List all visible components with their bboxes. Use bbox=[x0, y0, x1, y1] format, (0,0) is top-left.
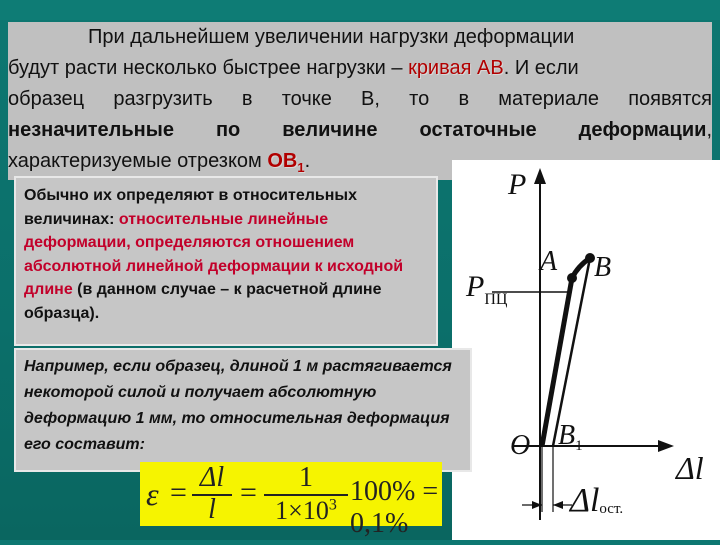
definition-outro: (в данном случае – к расчетной длине образца). bbox=[24, 281, 382, 322]
ppc-label-sub: ПЦ bbox=[484, 291, 508, 308]
paragraph-line-1 bbox=[88, 22, 574, 53]
ppc-label-main: P bbox=[466, 270, 485, 303]
point-b1-label bbox=[558, 420, 583, 452]
residual-deformation-text: незначительные по величине остаточные деформации bbox=[8, 119, 707, 141]
p-axis-label: P bbox=[508, 168, 527, 201]
ppc-label bbox=[466, 270, 508, 308]
fraction2-numerator: 1 bbox=[299, 462, 313, 493]
stress-strain-diagram bbox=[452, 160, 720, 540]
fraction1-numerator: Δl bbox=[199, 462, 225, 493]
segment-ob1-sub: 1 bbox=[297, 160, 305, 175]
p-axis-arrow bbox=[534, 168, 546, 184]
equals-2: = bbox=[240, 476, 257, 509]
segment-ob1-label: ОВ bbox=[267, 150, 298, 172]
definition-highlight: относительные линейные деформации, определяются отношением абсолютной линейной деформации к исходной длине bbox=[24, 210, 404, 298]
equals-1: = bbox=[170, 476, 187, 509]
line5-text: характеризуемые отрезком bbox=[8, 150, 268, 172]
epsilon-symbol: ε bbox=[146, 476, 159, 512]
b1-main: B bbox=[558, 420, 576, 451]
den2-exp: 3 bbox=[328, 496, 337, 514]
line5-after: . bbox=[304, 150, 311, 172]
dim-arrow-right bbox=[553, 501, 563, 509]
dl-residual-sub: ост. bbox=[599, 501, 624, 517]
example-text: Например, если образец, длиной 1 м растягивается некоторой силой и получает абсолютную деформацию 1 мм, то относительная деформация его составит: bbox=[24, 358, 452, 453]
line4-after: , bbox=[706, 119, 712, 141]
formula-box bbox=[140, 462, 442, 539]
paragraph-line-4 bbox=[8, 115, 712, 146]
fraction1-denominator: l bbox=[208, 494, 216, 525]
curve-ab-label: кривая АВ bbox=[408, 57, 504, 79]
paragraph-line-1-text: При дальнейшем увеличении нагрузки деформации bbox=[88, 26, 575, 48]
main-paragraph bbox=[8, 22, 712, 180]
definition-box bbox=[14, 176, 438, 346]
line2-after: . И если bbox=[503, 57, 579, 79]
point-b-label: B bbox=[594, 252, 612, 283]
den2-base: 1×10 bbox=[275, 496, 329, 525]
line2-text: будут расти несколько быстрее нагрузки – bbox=[8, 57, 409, 79]
paragraph-line-3 bbox=[8, 84, 712, 115]
example-box bbox=[14, 348, 472, 472]
top-stripe bbox=[0, 0, 720, 20]
line3-text: образец разгрузить в точке В, то в материале появятся bbox=[8, 88, 712, 110]
paragraph-line-2 bbox=[8, 53, 712, 84]
dl-axis-label: Δl bbox=[676, 450, 704, 486]
b1-sub: 1 bbox=[575, 438, 583, 454]
definition-intro: Обычно их определяют в относительных величинах: bbox=[24, 187, 357, 228]
fraction2-denominator bbox=[264, 496, 348, 526]
point-a-label: A bbox=[540, 246, 558, 277]
point-a bbox=[567, 273, 577, 283]
dl-residual-main: Δl bbox=[570, 482, 600, 519]
dl-residual-label bbox=[570, 482, 623, 520]
formula-result: 100% = 0,1% bbox=[350, 476, 439, 539]
origin-label: O bbox=[510, 430, 531, 461]
dl-axis-arrow bbox=[658, 440, 674, 452]
